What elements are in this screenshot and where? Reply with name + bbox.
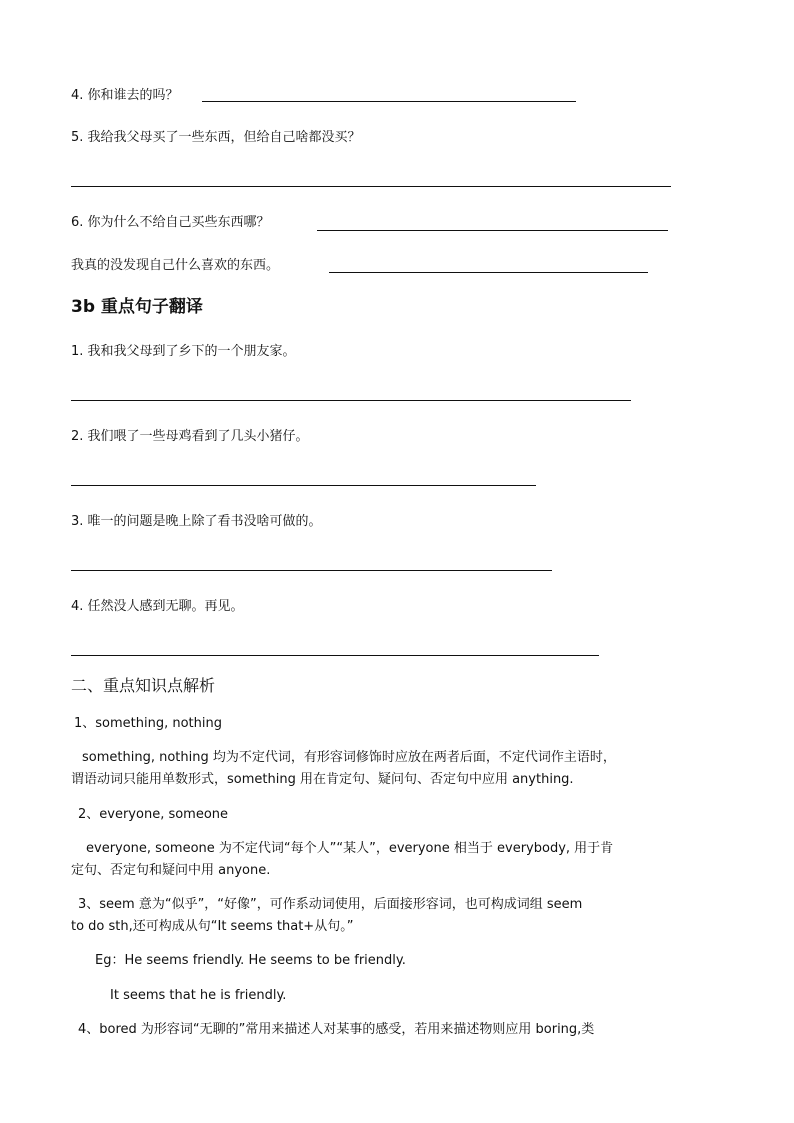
- answer-line-6: [317, 230, 668, 231]
- knowledge-3-text-2: to do sth,还可构成从句“It seems that+从句。”: [71, 919, 354, 934]
- translation-item-3: 3. 唯一的问题是晚上除了看书没啥可做的。: [71, 514, 322, 529]
- section-2-title: 二、重点知识点解析: [71, 676, 216, 695]
- translation-line-4: [71, 655, 599, 656]
- question-6: 6. 你为什么不给自己买些东西哪？: [71, 215, 270, 230]
- translation-line-3: [71, 570, 552, 571]
- example-line-1: Eg：He seems friendly. He seems to be friendly.: [95, 953, 406, 968]
- translation-item-1: 1. 我和我父母到了乡下的一个朋友家。: [71, 344, 296, 359]
- translation-line-2: [71, 485, 536, 486]
- knowledge-2-text-2: 定句、否定句和疑问中用 anyone.: [71, 863, 271, 878]
- question-4: 4. 你和谁去的吗？: [71, 88, 179, 103]
- answer-line-5: [71, 186, 671, 187]
- question-6b: 我真的没发现自己什么喜欢的东西。: [71, 258, 280, 273]
- knowledge-2-text-1: everyone, someone 为不定代词“每个人”“某人”，everyone 相当于 everybody, 用于肯: [86, 841, 614, 856]
- translation-item-2: 2. 我们喂了一些母鸡看到了几头小猪仔。: [71, 429, 309, 444]
- translation-item-4: 4. 任然没人感到无聊。再见。: [71, 599, 244, 614]
- section-3b-title: 3b 重点句子翻译: [71, 297, 203, 317]
- knowledge-3-text-1: 3、seem 意为“似乎”，“好像”，可作系动词使用，后面接形容词，也可构成词组 seem: [78, 897, 583, 912]
- knowledge-2-heading: 2、everyone, someone: [78, 807, 229, 822]
- knowledge-1-text-2: 谓语动词只能用单数形式，something 用在肯定句、疑问句、否定句中应用 anything.: [71, 772, 574, 787]
- knowledge-1-text-1: something, nothing 均为不定代词，有形容词修饰时应放在两者后面，不定代词作主语时，: [82, 750, 616, 765]
- example-line-2: It seems that he is friendly.: [110, 988, 287, 1003]
- question-5: 5. 我给我父母买了一些东西，但给自己啥都没买？: [71, 130, 361, 145]
- knowledge-4-text-1: 4、bored 为形容词“无聊的”常用来描述人对某事的感受，若用来描述物则应用 boring,类: [78, 1022, 595, 1037]
- answer-line-4: [202, 101, 576, 102]
- translation-line-1: [71, 400, 631, 401]
- answer-line-6b: [329, 272, 648, 273]
- knowledge-1-heading: 1、something, nothing: [74, 716, 222, 731]
